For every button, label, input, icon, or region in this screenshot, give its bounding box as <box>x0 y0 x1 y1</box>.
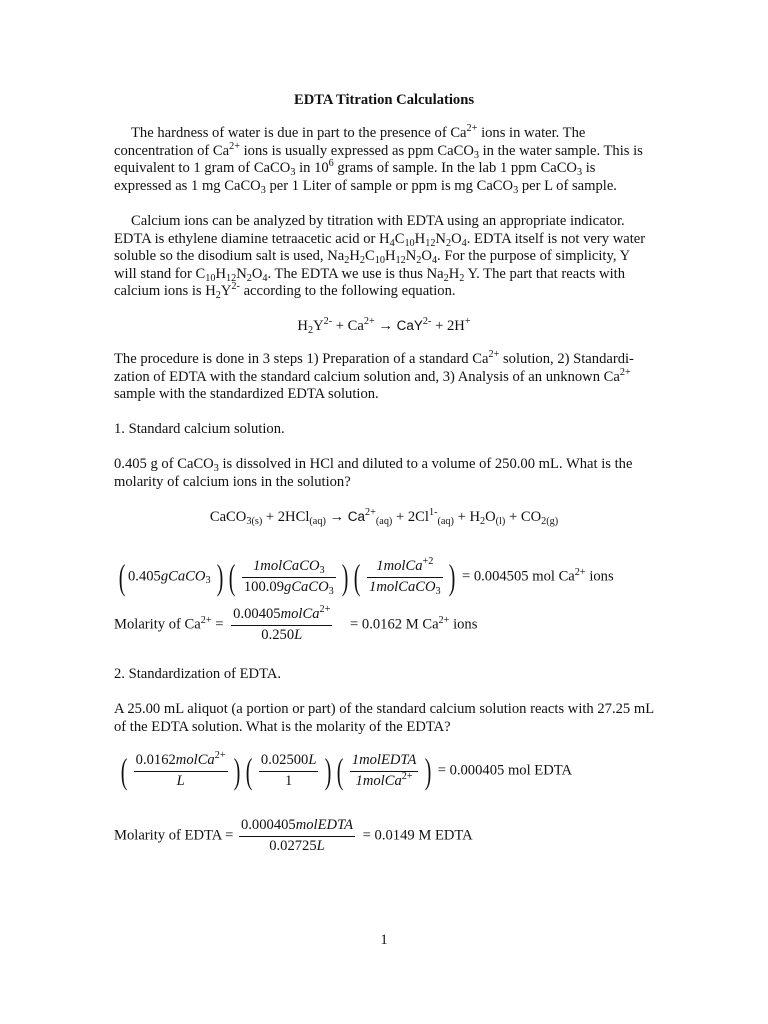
equation-edta-calcium: $H_2Y^{2-} + Ca^{2+} \to CaY^{2-} + 2H^+$ <box>297 316 471 337</box>
fraction-volume: $\frac{0.02500L}{1}$ <box>260 752 317 789</box>
page-number: 1 <box>380 932 388 948</box>
paragraph-aliquot-question: A 25.00 mL aliquot (a portion or part) of the standard calcium solution reacts with 27.25 mL of the EDTA solution. What is the molarity of the EDTA? <box>114 701 654 735</box>
fraction-mol-per-gram: $\frac{1molCaCO_3}{100.09gCaCO_3}$ <box>243 558 334 597</box>
equation-molarity-edta: Molarity of EDTA = $\frac{\text{0.000405molEDTA}}{0.02725L}$ = 0.0149 M EDTA <box>114 817 473 854</box>
fraction-edta-per-ca: $\frac{\text{1molEDTA}}{1molCa^{2+}}$ <box>351 752 417 789</box>
paragraph-water-hardness: The hardness of water is due in part to the presence of $Ca^{2+}$ ions in water. The concentration of $Ca^{2+}$ ions is usually expressed as ppm CaCO$_3$ in the water sample. This is equivalent to 1 gram of CaCO$_3$ in $10^6$ grams of sample. In the lab 1 ppm CaCO$_3$ is expressed as 1 mg CaCO$_3$ per 1 Liter of sample or ppm is mg CaCO$_3$ per L of sample. <box>114 123 643 196</box>
paragraph-edta-description: Calcium ions can be analyzed by titration with EDTA using an appropriate indicator. EDTA is ethylene diamine tetraacetic acid or $H_4C_{10}H_{12}N_2O_4$. EDTA itself is not very water soluble so the disodium salt is used, $Na_2H_2C_{10}H_{12}N_2O_4$. For the purpose of simplicity, Y will stand for $C_{10}H_{12}N_2O_4$. The EDTA we use is thus $Na_2H_2$ Y. The part that reacts with calcium ions is $H_2Y^{2-}$ according to the following equation. <box>114 213 646 302</box>
equation-molarity-calcium: Molarity of $Ca^{2+}$ = $\frac{0.00405molCa^{2+}}{0.250L}$ = 0.0162 M $Ca^{2+}$ ions <box>114 604 478 643</box>
equation-moles-edta: ( $\frac{0.0162molCa^{2+}}{L}$ ) ( $\frac{0.02500L}{1}$ ) ( $\frac{\text{1molEDTA}}{1molCa^{2+}}$ ) = 0.000405 mol EDTA <box>120 750 573 791</box>
section-heading-standard-calcium: 1. Standard calcium solution. <box>114 421 285 437</box>
page-title: EDTA Titration Calculations <box>293 92 475 108</box>
fraction-ca-per-caco3: $\frac{1molCa^{+2}}{1molCaCO_3}$ <box>369 556 441 597</box>
fraction-concentration: $\frac{0.0162molCa^{2+}}{L}$ <box>135 750 226 789</box>
paragraph-caco3-question: 0.405 g of CaCO$_3$ is dissolved in HCl and diluted to a volume of 250.00 mL. What is the molarity of calcium ions in the solution? <box>114 456 633 490</box>
equation-caco3-hcl: CaCO$_{3(s)}$ + $2HCl_{(aq)} \to Ca^{2+}_{(aq)} + 2Cl^{1-}_{(aq)} + H_2O_{(l)} + CO_{2(g)}$ <box>209 507 559 528</box>
equation-moles-calcium: ( 0.405gCaCO$_3$ ) ( $\frac{1molCaCO_3}{100.09gCaCO_3}$ ) ( $\frac{1molCa^{+2}}{1molCaCO_3}$ ) = 0.004505 mol $Ca^{2+}$ ions <box>118 556 614 597</box>
fraction-edta-per-liter: $\frac{\text{0.000405molEDTA}}{0.02725L}$ <box>240 817 354 854</box>
fraction-mol-per-liter: $\frac{0.00405molCa^{2+}}{0.250L}$ <box>233 604 331 643</box>
paragraph-procedure: The procedure is done in 3 steps 1) Preparation of a standard $Ca^{2+}$ solution, 2) Standardi-zation of EDTA with the standard calcium solution and, 3) Analysis of an unknown $Ca^{2+}$ sample with the standardized EDTA solution. <box>114 349 634 402</box>
section-heading-standardization: 2. Standardization of EDTA. <box>114 666 282 682</box>
